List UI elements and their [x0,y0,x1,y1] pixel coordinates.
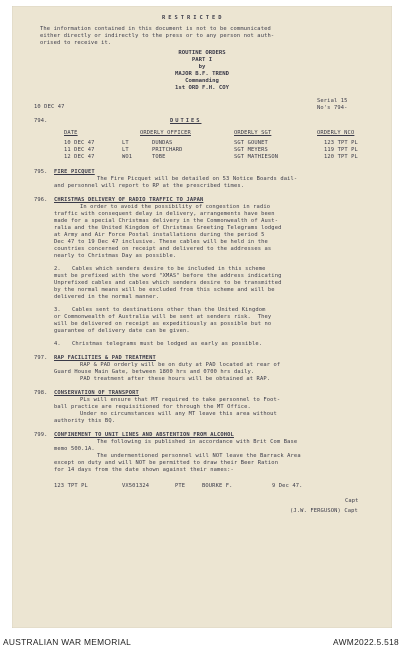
body-line: delivered in the normal manner. [54,294,160,300]
body-line: The Fire Picquet will be detailed on 53 Notice Boards dail- [97,176,298,182]
body-line: Cables sent to destinations other than the United Kingdom [72,307,266,313]
duty-date: 12 DEC 47 [64,154,95,160]
body-line: Unprefixed cables and cables which senders desire to be transmitted [54,280,282,286]
item-number: 797. [34,355,48,361]
body-line: In order to avoid the possibility of congestion in radio [80,204,271,210]
item-number: 794. [34,118,48,124]
item-number: 795. [34,169,48,175]
duty-nco: 120 TPT PL [324,154,358,160]
serial-number: Serial 15 [317,98,348,104]
body-line: traffic with consequent delay in delivery, arrangements have been [54,211,275,217]
footer-institution: AUSTRALIAN WAR MEMORIAL [3,637,132,647]
col-header-nco: ORDERLY NCO [317,130,355,136]
duty-officer: PRITCHARD [152,147,183,153]
duty-nco: 123 TPT PL [324,140,358,146]
heading-line: 1st ORD F.H. COY [175,84,229,91]
body-line: for 14 days from the date shown against their names:- [54,467,234,473]
body-line: RAP & PAD orderly will be on duty at PAD located at rear of [80,362,281,368]
body-line: PLs will ensure that MT required to take personnel to Foot- [80,397,281,403]
body-line: The undermentioned personnel will NOT leave the Barrack Area [97,453,301,459]
duty-rank: WO1 [122,154,133,160]
heading-line: MAJOR B.F. TREND [175,70,229,77]
section-title: CHRISTMAS DELIVERY OF RADIO TRAFFIC TO JAPAN [54,197,204,203]
col-header-sgt: ORDERLY SGT [234,130,272,136]
heading-line: Commanding [185,77,219,84]
order-date: 10 DEC 47 [34,104,65,110]
body-line: by the normal means will be excluded from this scheme and will be [54,287,275,293]
duty-nco: 119 TPT PL [324,147,358,153]
duty-sgt: SGT GOUNET [234,140,268,146]
body-line: at Army and Air Force Postal installations during the period 5 [54,232,265,238]
para-number: 3. [54,307,61,313]
body-line: The following is published in accordance with Brit Com Base [97,439,298,445]
document-page [12,6,392,628]
warning-line-1: The information contained in this document is not to be communicated [40,26,271,32]
col-header-officer: ORDERLY OFFICER [140,130,191,136]
entry-name: BOURKE F. [202,483,233,489]
duty-officer: DUNDAS [152,140,173,146]
body-line: ralia and the United Kingdom of Christmas Greeting Telegrams lodged [54,225,282,231]
entry-rank: PTE [175,483,186,489]
body-line: or Commonwealth of Australia will be sent at senders risk. They [54,314,272,320]
section-title: CONSERVATION OF TRANSPORT [54,390,139,396]
body-line: nearly to Christmas Day as possible. [54,253,177,259]
item-number: 796. [34,197,48,203]
order-heading [162,50,242,92]
heading-line: PART I [191,56,213,63]
section-title: FIRE PICQUET [54,169,95,175]
body-line: Guard House Main Gate, between 1800 hrs and 0700 hrs daily. [54,369,255,375]
duty-rank: LT [122,147,129,153]
entry-unit: 123 TPT PL [54,483,88,489]
warning-line-3: orised to receive it. [40,40,112,46]
footer-bar [0,634,404,653]
body-line: authority this BQ. [54,418,116,424]
body-line: and personnel will report to RP at the prescribed times. [54,183,245,189]
duty-date: 11 DEC 47 [64,147,95,153]
signature-rank: Capt [345,498,359,504]
duties-title: DUTIES [170,118,202,124]
order-numbers: No's 794- [317,105,348,111]
heading-line: by [198,63,206,70]
body-line: except on duty and will NOT be permitted to draw their Beer Ration [54,460,279,466]
body-line: Christmas telegrams must be lodged as early as possible. [72,341,263,347]
duty-officer: TOBE [152,154,166,160]
section-title: RAP FACILITIES & PAD TREATMENT [54,355,156,361]
item-number: 798. [34,390,48,396]
heading-line: ROUTINE ORDERS [178,50,226,56]
item-number: 799. [34,432,48,438]
duty-rank: LT [122,140,129,146]
body-line: ball practice are requisitioned for through the MT Office. [54,404,251,410]
entry-date: 9 Dec 47. [272,483,303,489]
body-line: guarantee of delivery date can be given. [54,328,190,334]
warning-line-2: either directly or indirectly to the press or to any person not auth- [40,33,275,39]
duty-sgt: SGT MEYERS [234,147,268,153]
duty-date: 10 DEC 47 [64,140,95,146]
col-header-date: DATE [64,130,78,136]
body-line: PAD treatment after these hours will be obtained at RAP. [80,376,271,382]
para-number: 4. [54,341,61,347]
classification-header: RESTRICTED [162,15,225,21]
entry-number: VX501324 [122,483,150,489]
section-title: CONFINEMENT TO UNIT LINES AND ABSTENTION FROM ALCOHOL [54,432,234,438]
signature-name: (J.W. FERGUSON) Capt [290,508,358,514]
para-number: 2. [54,266,61,272]
body-line: memo 500.1A. [54,446,95,452]
body-line: countries concerned on receipt and delivered to the addresses as [54,246,272,252]
body-line: made for a special Christmas delivery in the Commonwealth of Aust- [54,218,279,224]
duty-sgt: SGT MATHIESON [234,154,279,160]
footer-accession-number: AWM2022.5.518 [333,637,399,647]
body-line: will be delivered on receipt as expeditiously as possible but no [54,321,272,327]
body-line: Dec 47 to 19 Dec 47 inclusive. These cables will be held in the [54,239,268,245]
body-line: must be prefixed with the word "XMAS" before the address indicating [54,273,282,279]
body-line: Cables which senders desire to be included in this scheme [72,266,266,272]
body-line: Under no circumstances will any MT leave this area without [80,411,277,417]
